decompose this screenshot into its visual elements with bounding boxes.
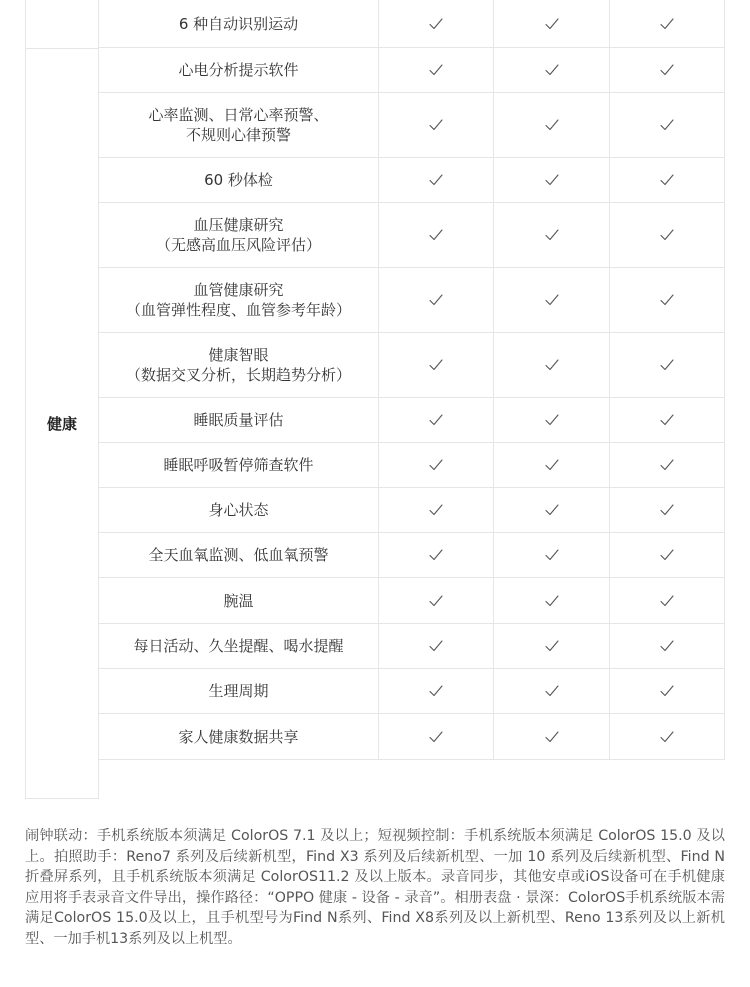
check-icon	[660, 359, 674, 371]
check-icon	[660, 174, 674, 186]
check-icon	[429, 359, 443, 371]
support-cell	[379, 443, 494, 487]
check-icon	[429, 459, 443, 471]
table-row	[98, 203, 725, 268]
feature-label-line: （无感高血压风险评估）	[155, 236, 321, 254]
feature-label-line: 身心状态	[208, 501, 269, 519]
support-cell	[610, 203, 725, 267]
feature-label-line: 家人健康数据共享	[178, 727, 299, 746]
feature-label-line: 腕温	[223, 591, 254, 610]
feature-label-cell	[98, 203, 379, 267]
feature-label-cell	[98, 714, 379, 759]
footnote-text: 闹钟联动：手机系统版本须满足 ColorOS 7.1 及以上；短视频控制：手机系统版本须满足 ColorOS 15.0 及以上。拍照助手：Reno7 系列及后续新机型，Find X3 系列及后续新机型、一加 10 系列及后续新机型、Find N 折叠屏系列，且手机系统版本须满足 ColorOS11.2 及以上版本。录音同步，其他安卓或iOS设备可在手机健康应用将手表录音文件导出，操作路径：“OPPO 健康 - 设备 - 录音”。相册表盘 · 景深：ColorOS手机系统版本需满足ColorOS 15.0及以上，且手机型号为Find N系列、Find X8系列及以上新机型、Reno 13系列及以上新机型、一加手机13系列及以上机型。	[25, 828, 725, 947]
feature-label-cell	[98, 0, 379, 47]
support-cell	[379, 578, 494, 623]
check-icon	[545, 174, 559, 186]
support-cell	[379, 624, 494, 668]
check-icon	[429, 294, 443, 306]
support-cell	[610, 268, 725, 332]
check-icon	[660, 18, 674, 30]
support-cell	[379, 268, 494, 332]
feature-label-line: 心率监测、日常心率预警、	[148, 106, 329, 124]
feature-label-line: 睡眠呼吸暂停筛查软件	[163, 456, 314, 474]
support-cell	[494, 398, 610, 442]
support-cell	[610, 578, 725, 623]
support-cell	[494, 333, 610, 397]
table-row	[98, 624, 725, 669]
support-cell	[610, 333, 725, 397]
category-cell-health	[25, 48, 99, 799]
support-cell	[379, 48, 494, 92]
table-row	[98, 0, 725, 48]
check-icon	[429, 504, 443, 516]
support-cell	[494, 443, 610, 487]
table-row	[98, 93, 725, 158]
check-icon	[660, 640, 674, 652]
feature-label-line: （数据交叉分析，长期趋势分析）	[125, 366, 351, 384]
category-label: 健康	[46, 415, 77, 433]
support-cell	[494, 488, 610, 532]
feature-label-cell	[98, 624, 379, 668]
check-icon	[545, 64, 559, 76]
check-icon	[545, 459, 559, 471]
check-icon	[660, 731, 674, 743]
check-icon	[429, 685, 443, 697]
table-row	[98, 443, 725, 488]
check-icon	[545, 229, 559, 241]
check-icon	[660, 685, 674, 697]
table-row	[98, 669, 725, 714]
check-icon	[429, 640, 443, 652]
check-icon	[660, 119, 674, 131]
feature-label-cell	[98, 48, 379, 92]
check-icon	[429, 549, 443, 561]
table-divider	[98, 760, 99, 799]
table-row	[98, 158, 725, 203]
check-icon	[429, 119, 443, 131]
feature-label-line: 血压健康研究	[193, 216, 284, 234]
support-cell	[379, 533, 494, 577]
check-icon	[545, 685, 559, 697]
support-cell	[379, 158, 494, 202]
feature-label-line: 血管健康研究	[193, 281, 284, 299]
feature-label-line: 每日活动、久坐提醒、喝水提醒	[133, 637, 344, 655]
check-icon	[545, 414, 559, 426]
support-cell	[494, 578, 610, 623]
support-cell	[610, 533, 725, 577]
support-cell	[379, 333, 494, 397]
support-cell	[610, 398, 725, 442]
check-icon	[545, 119, 559, 131]
support-cell	[379, 93, 494, 157]
check-icon	[429, 595, 443, 607]
check-icon	[545, 640, 559, 652]
check-icon	[545, 731, 559, 743]
feature-label-line: 睡眠质量评估	[193, 411, 284, 429]
check-icon	[545, 359, 559, 371]
support-cell	[610, 624, 725, 668]
check-icon	[429, 64, 443, 76]
support-cell	[494, 714, 610, 759]
check-icon	[545, 595, 559, 607]
support-cell	[379, 0, 494, 47]
check-icon	[660, 414, 674, 426]
check-icon	[429, 18, 443, 30]
check-icon	[660, 294, 674, 306]
check-icon	[545, 549, 559, 561]
support-cell	[610, 93, 725, 157]
feature-label-line: 60 秒体检	[204, 171, 273, 189]
feature-label-cell	[98, 533, 379, 577]
check-icon	[429, 731, 443, 743]
feature-label-line: 不规则心律预警	[185, 126, 291, 144]
feature-label-line: （血管弹性程度、血管参考年龄）	[125, 301, 351, 319]
table-row	[98, 533, 725, 578]
support-cell	[610, 669, 725, 713]
support-cell	[379, 714, 494, 759]
support-cell	[494, 268, 610, 332]
table-row	[98, 333, 725, 398]
check-icon	[660, 504, 674, 516]
support-cell	[610, 714, 725, 759]
table-divider	[25, 0, 26, 48]
check-icon	[660, 64, 674, 76]
support-cell	[610, 488, 725, 532]
support-cell	[494, 48, 610, 92]
table-row	[98, 578, 725, 624]
support-cell	[379, 488, 494, 532]
support-cell	[494, 203, 610, 267]
support-cell	[610, 158, 725, 202]
feature-label-cell	[98, 443, 379, 487]
check-icon	[545, 504, 559, 516]
support-cell	[494, 624, 610, 668]
support-cell	[379, 203, 494, 267]
feature-label-cell	[98, 578, 379, 623]
check-icon	[545, 18, 559, 30]
table-row	[98, 398, 725, 443]
check-icon	[429, 414, 443, 426]
feature-label-cell	[98, 333, 379, 397]
feature-label-line: 生理周期	[208, 682, 269, 700]
support-cell	[379, 398, 494, 442]
support-cell	[610, 0, 725, 47]
check-icon	[429, 174, 443, 186]
feature-label-line: 6 种自动识别运动	[178, 14, 299, 33]
support-cell	[494, 158, 610, 202]
check-icon	[429, 229, 443, 241]
support-cell	[610, 48, 725, 92]
support-cell	[494, 0, 610, 47]
feature-label-line: 全天血氧监测、低血氧预警	[148, 546, 329, 564]
feature-label-cell	[98, 488, 379, 532]
support-cell	[379, 669, 494, 713]
support-cell	[494, 93, 610, 157]
feature-label-cell	[98, 158, 379, 202]
table-row	[98, 488, 725, 533]
feature-label-cell	[98, 669, 379, 713]
feature-label-cell	[98, 398, 379, 442]
table-row	[98, 268, 725, 333]
feature-label-line: 心电分析提示软件	[178, 61, 299, 79]
feature-label-line: 健康智眼	[208, 346, 269, 364]
table-row	[98, 48, 725, 93]
check-icon	[660, 229, 674, 241]
feature-label-cell	[98, 93, 379, 157]
support-cell	[494, 669, 610, 713]
check-icon	[660, 549, 674, 561]
support-cell	[610, 443, 725, 487]
check-icon	[660, 595, 674, 607]
check-icon	[660, 459, 674, 471]
table-row	[98, 714, 725, 760]
feature-label-cell	[98, 268, 379, 332]
support-cell	[494, 533, 610, 577]
check-icon	[545, 294, 559, 306]
